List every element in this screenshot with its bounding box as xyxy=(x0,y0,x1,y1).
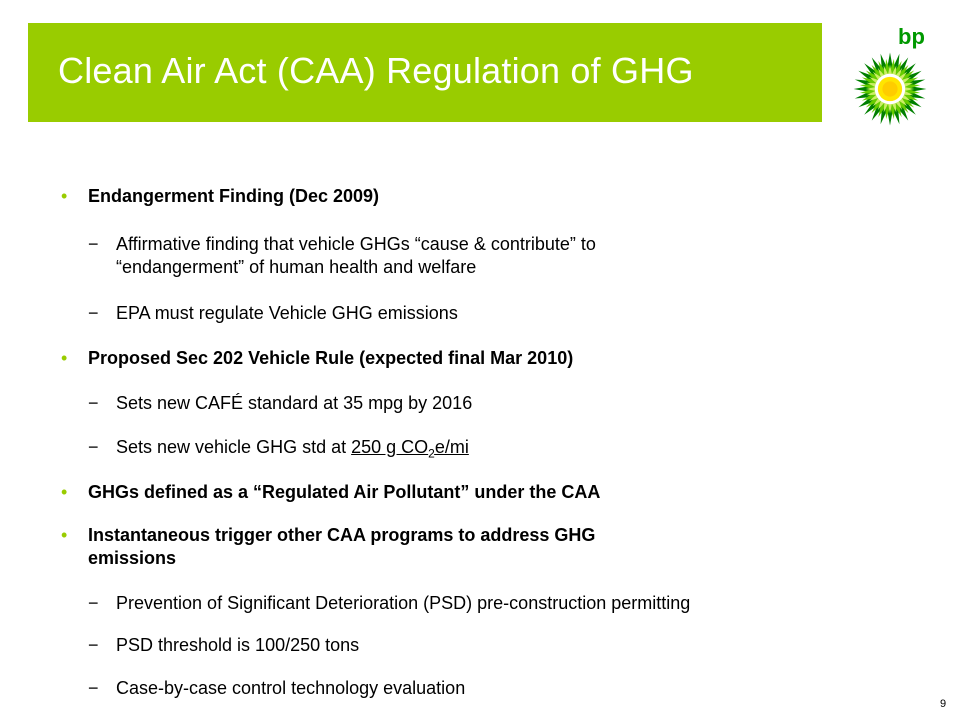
dash-marker: − xyxy=(88,593,99,613)
bullet-instantaneous-trigger xyxy=(88,524,595,570)
sub-bullet-psd-permitting: Prevention of Significant Deterioration (PSD) pre-construction permitting xyxy=(116,593,691,613)
sub-bullet-line: Affirmative finding that vehicle GHGs “cause & contribute” to xyxy=(116,234,596,254)
slide-title: Clean Air Act (CAA) Regulation of GHG xyxy=(58,50,694,91)
sub-bullet-cafe-standard: Sets new CAFÉ standard at 35 mpg by 2016 xyxy=(116,393,473,413)
emission-standard-part: 250 g CO xyxy=(351,437,429,457)
bullet-marker: • xyxy=(61,482,68,502)
sub-bullet-epa-must-regulate: EPA must regulate Vehicle GHG emissions xyxy=(116,303,458,323)
bullet-marker: • xyxy=(61,186,68,206)
emission-standard-value xyxy=(351,437,469,461)
sub-bullet-prefix: Sets new vehicle GHG std at xyxy=(116,437,352,457)
dash-marker: − xyxy=(88,437,99,457)
bullet-marker: • xyxy=(61,348,68,368)
sub-bullet-affirmative-finding xyxy=(116,233,596,279)
sub-bullet-psd-threshold: PSD threshold is 100/250 tons xyxy=(116,635,360,655)
bullet-endangerment-finding: Endangerment Finding (Dec 2009) xyxy=(88,186,380,206)
dash-marker: − xyxy=(88,303,99,323)
emission-standard-subscript: 2 xyxy=(428,446,435,461)
page-number: 9 xyxy=(940,698,947,710)
bullet-ghgs-defined: GHGs defined as a “Regulated Air Pollutant” under the CAA xyxy=(88,482,601,502)
dash-marker: − xyxy=(88,678,99,698)
bp-logo-text: bp xyxy=(898,24,925,49)
bullet-line: Instantaneous trigger other CAA programs to address GHG xyxy=(88,525,596,545)
dash-marker: − xyxy=(88,234,99,254)
sub-bullet-control-technology: Case-by-case control technology evaluation xyxy=(116,678,466,698)
dash-marker: − xyxy=(88,393,99,413)
sub-bullet-line: “endangerment” of human health and welfare xyxy=(116,257,477,277)
bullet-marker: • xyxy=(61,525,68,545)
bullet-proposed-vehicle-rule: Proposed Sec 202 Vehicle Rule (expected final Mar 2010) xyxy=(88,348,574,368)
dash-marker: − xyxy=(88,635,99,655)
emission-standard-unit: e/mi xyxy=(434,437,469,457)
sub-bullet-vehicle-ghg-std xyxy=(116,436,469,459)
bullet-line: emissions xyxy=(88,548,177,568)
